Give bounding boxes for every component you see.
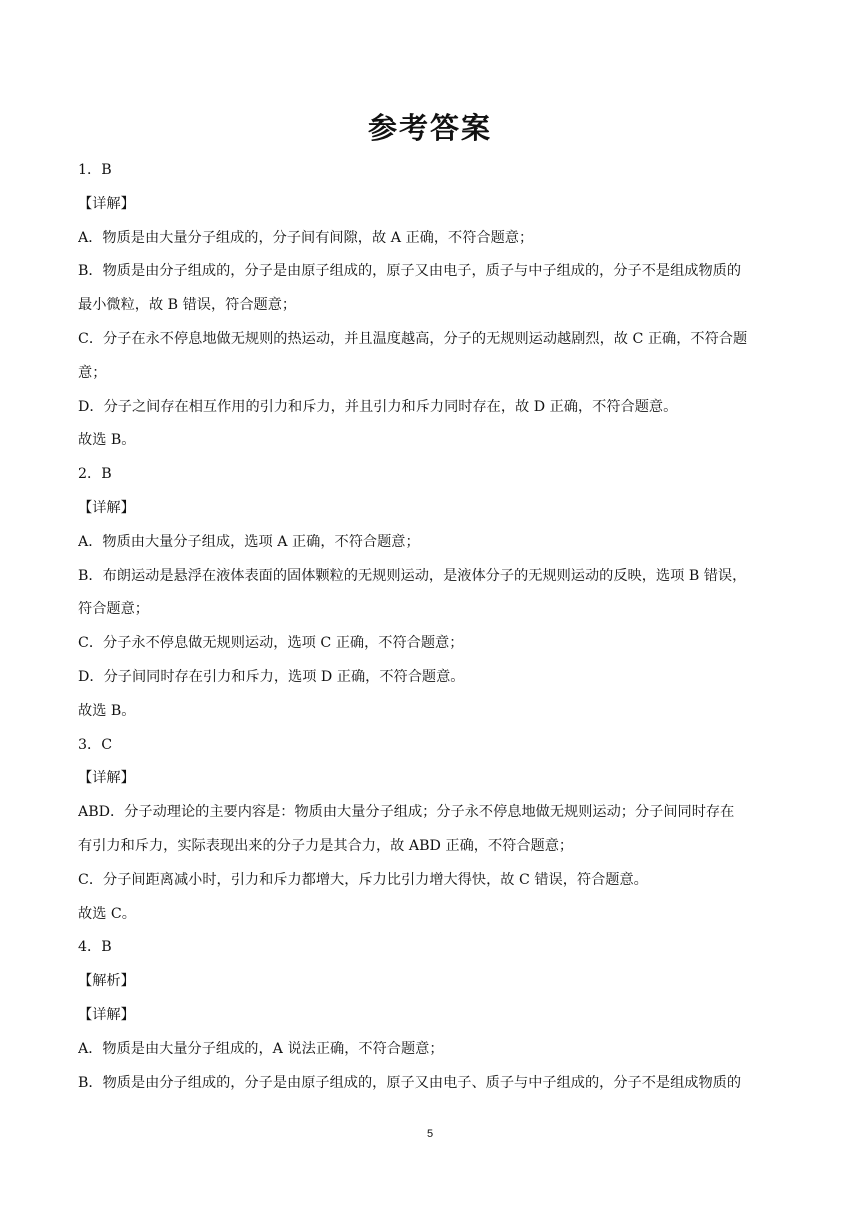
text-line: 符合题意； <box>78 601 149 618</box>
text-line: 1．B <box>78 162 112 178</box>
text-line: C．分子在永不停息地做无规则的热运动，并且温度越高，分子的无规则运动越剧烈，故 C 正确，不符合题 <box>78 330 748 347</box>
text-line: 故选 C。 <box>78 905 136 922</box>
text-line: B．布朗运动是悬浮在液体表面的固体颗粒的无规则运动，是液体分子的无规则运动的反映，选项 B 错误， <box>78 567 747 584</box>
text-line: 【详解】 <box>78 1006 135 1023</box>
text-line: 故选 B。 <box>78 702 136 719</box>
text-line: C．分子永不停息做无规则运动，选项 C 正确，不符合题意； <box>78 635 464 652</box>
text-line: 最小微粒，故 B 错误，符合题意； <box>78 297 297 314</box>
text-line: A．物质是由大量分子组成的，A 说法正确，不符合题意； <box>78 1040 444 1057</box>
text-line: 【详解】 <box>78 499 135 516</box>
text-line: 4．B <box>78 939 112 956</box>
text-line: D．分子间同时存在引力和斥力，选项 D 正确，不符合题意。 <box>78 668 465 685</box>
answer-content <box>78 154 782 1100</box>
text-line: 有引力和斥力，实际表现出来的分子力是其合力，故 ABD 正确，不符合题意； <box>78 837 574 854</box>
text-line: A．物质由大量分子组成，选项 A 正确，不符合题意； <box>78 533 420 550</box>
text-line: 2．B <box>78 466 112 483</box>
text-line: A．物质是由大量分子组成的，分子间有间隙，故 A 正确，不符合题意； <box>78 229 534 246</box>
text-line: 3．C <box>78 736 113 753</box>
text-line: 【解析】 <box>78 973 135 990</box>
text-line: 【详解】 <box>78 195 135 212</box>
text-line: 【详解】 <box>78 770 135 787</box>
text-line: B．物质是由分子组成的，分子是由原子组成的，原子又由电子，质子与中子组成的，分子不是组成物质的 <box>78 263 742 280</box>
page-number: 5 <box>426 1128 434 1140</box>
text-line: D．分子之间存在相互作用的引力和斥力，并且引力和斥力同时存在，故 D 正确，不符合题意。 <box>78 398 678 415</box>
page-title: 参考答案 <box>367 111 492 145</box>
text-line: ABD．分子动理论的主要内容是：物质由大量分子组成；分子永不停息地做无规则运动；分子间同时存在 <box>78 804 735 821</box>
text-line: B．物质是由分子组成的，分子是由原子组成的，原子又由电子、质子与中子组成的，分子不是组成物质的 <box>78 1074 742 1091</box>
text-line: 意； <box>78 364 107 381</box>
text-line: C．分子间距离减小时，引力和斥力都增大，斥力比引力增大得快，故 C 错误，符合题意。 <box>78 871 648 888</box>
text-line: 故选 B。 <box>78 432 136 449</box>
